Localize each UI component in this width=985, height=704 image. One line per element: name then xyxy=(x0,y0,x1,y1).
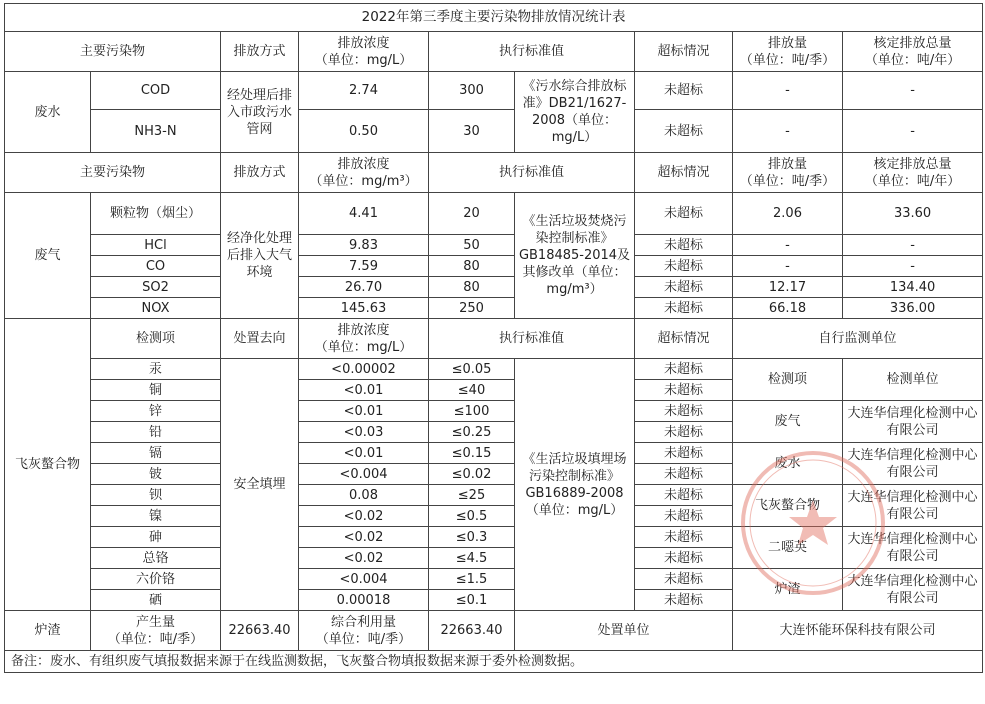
concentration: <0.00002 xyxy=(299,359,429,380)
exceed-status: 未超标 xyxy=(635,443,733,464)
exceed-status: 未超标 xyxy=(635,464,733,485)
limit: 80 xyxy=(429,256,515,277)
limit: ≤25 xyxy=(429,485,515,506)
concentration: <0.004 xyxy=(299,464,429,485)
exceed-status: 未超标 xyxy=(635,422,733,443)
total: - xyxy=(843,72,983,110)
header-disposal: 处置去向 xyxy=(221,319,299,359)
emission: - xyxy=(733,235,843,256)
pollutant-name: 颗粒物（烟尘） xyxy=(91,193,221,235)
header-standard: 执行标准值 xyxy=(429,32,635,72)
wastewater-label: 废水 xyxy=(5,72,91,153)
exceed-status: 未超标 xyxy=(635,485,733,506)
slag-produced-label: 产生量 （单位：吨/季） xyxy=(91,611,221,651)
table-row xyxy=(5,359,983,380)
header-self-monitor: 自行监测单位 xyxy=(733,319,983,359)
limit: ≤0.3 xyxy=(429,527,515,548)
table-row xyxy=(5,443,983,464)
pollutant-name: CO xyxy=(91,256,221,277)
monitor-unit: 大连华信理化检测中心有限公司 xyxy=(843,527,983,569)
fly-ash-label: 飞灰螯合物 xyxy=(5,319,91,611)
header-total: 核定排放总量 （单位：吨/年） xyxy=(843,32,983,72)
item-name: 钡 xyxy=(91,485,221,506)
monitor-item: 二噁英 xyxy=(733,527,843,569)
limit: 300 xyxy=(429,72,515,110)
table-row xyxy=(5,401,983,422)
concentration: 0.08 xyxy=(299,485,429,506)
limit: ≤1.5 xyxy=(429,569,515,590)
fly-ash-disposal: 安全填埋 xyxy=(221,359,299,611)
emission: - xyxy=(733,72,843,110)
item-name: 总铬 xyxy=(91,548,221,569)
table-row xyxy=(5,72,983,110)
header-concentration: 排放浓度 （单位：mg/L） xyxy=(299,319,429,359)
header-method: 排放方式 xyxy=(221,32,299,72)
table-row xyxy=(5,277,983,298)
table-row xyxy=(5,298,983,319)
header-pollutant: 主要污染物 xyxy=(5,153,221,193)
limit: 30 xyxy=(429,110,515,153)
concentration: 145.63 xyxy=(299,298,429,319)
limit: ≤0.02 xyxy=(429,464,515,485)
exceed-status: 未超标 xyxy=(635,359,733,380)
concentration: <0.004 xyxy=(299,569,429,590)
wastewater-method: 经处理后排入市政污水管网 xyxy=(221,72,299,153)
total: - xyxy=(843,110,983,153)
item-name: 汞 xyxy=(91,359,221,380)
limit: ≤0.15 xyxy=(429,443,515,464)
total: 134.40 xyxy=(843,277,983,298)
exceed-status: 未超标 xyxy=(635,590,733,611)
limit: 250 xyxy=(429,298,515,319)
item-name: 镉 xyxy=(91,443,221,464)
item-name: 六价铬 xyxy=(91,569,221,590)
pollutant-name: NH3-N xyxy=(91,110,221,153)
limit: 50 xyxy=(429,235,515,256)
emission: 12.17 xyxy=(733,277,843,298)
waste-gas-standard-doc: 《生活垃圾焚烧污染控制标准》GB18485-2014及其修改单（单位：mg/m³） xyxy=(515,193,635,319)
limit: ≤100 xyxy=(429,401,515,422)
item-name: 锌 xyxy=(91,401,221,422)
waste-gas-label: 废气 xyxy=(5,193,91,319)
item-name: 砷 xyxy=(91,527,221,548)
table-row xyxy=(5,193,983,235)
header-exceed: 超标情况 xyxy=(635,153,733,193)
limit: ≤0.25 xyxy=(429,422,515,443)
slag-used-value: 22663.40 xyxy=(429,611,515,651)
concentration: 2.74 xyxy=(299,72,429,110)
limit: 20 xyxy=(429,193,515,235)
fly-ash-standard-doc: 《生活垃圾填埋场污染控制标准》GB16889-2008（单位：mg/L） xyxy=(515,359,635,611)
monitor-unit: 大连华信理化检测中心有限公司 xyxy=(843,443,983,485)
total: 33.60 xyxy=(843,193,983,235)
slag-used-label: 综合利用量 （单位：吨/季） xyxy=(299,611,429,651)
limit: ≤0.5 xyxy=(429,506,515,527)
total: 336.00 xyxy=(843,298,983,319)
total: - xyxy=(843,235,983,256)
header-emission: 排放量 （单位：吨/季） xyxy=(733,153,843,193)
concentration: 0.00018 xyxy=(299,590,429,611)
header-emission: 排放量 （单位：吨/季） xyxy=(733,32,843,72)
header-concentration: 排放浓度 （单位：mg/m³） xyxy=(299,153,429,193)
header-monitor-item: 检测项 xyxy=(733,359,843,401)
exceed-status: 未超标 xyxy=(635,527,733,548)
item-name: 铅 xyxy=(91,422,221,443)
exceed-status: 未超标 xyxy=(635,548,733,569)
table-row xyxy=(5,527,983,548)
table-row xyxy=(5,569,983,590)
limit: ≤0.05 xyxy=(429,359,515,380)
table-row xyxy=(5,110,983,153)
concentration: 0.50 xyxy=(299,110,429,153)
item-name: 硒 xyxy=(91,590,221,611)
wastewater-standard-doc: 《污水综合排放标准》DB21/1627-2008（单位：mg/L） xyxy=(515,72,635,153)
monitor-unit: 大连华信理化检测中心有限公司 xyxy=(843,569,983,611)
pollutant-name: COD xyxy=(91,72,221,110)
header-pollutant: 主要污染物 xyxy=(5,32,221,72)
exceed-status: 未超标 xyxy=(635,256,733,277)
exceed-status: 未超标 xyxy=(635,193,733,235)
header-exceed: 超标情况 xyxy=(635,319,733,359)
exceed-status: 未超标 xyxy=(635,235,733,256)
slag-disposal-label: 处置单位 xyxy=(515,611,733,651)
item-name: 铍 xyxy=(91,464,221,485)
exceed-status: 未超标 xyxy=(635,298,733,319)
table-row xyxy=(5,611,983,651)
header-total: 核定排放总量 （单位：吨/年） xyxy=(843,153,983,193)
concentration: <0.01 xyxy=(299,401,429,422)
pollutant-name: HCl xyxy=(91,235,221,256)
monitor-item: 废气 xyxy=(733,401,843,443)
header-item: 检测项 xyxy=(91,319,221,359)
slag-label: 炉渣 xyxy=(5,611,91,651)
limit: 80 xyxy=(429,277,515,298)
exceed-status: 未超标 xyxy=(635,569,733,590)
exceed-status: 未超标 xyxy=(635,380,733,401)
concentration: <0.02 xyxy=(299,548,429,569)
pollutant-name: SO2 xyxy=(91,277,221,298)
table-row xyxy=(5,235,983,256)
emission: - xyxy=(733,256,843,277)
waste-gas-method: 经净化处理后排入大气环境 xyxy=(221,193,299,319)
table-note: 备注：废水、有组织废气填报数据来源于在线监测数据，飞灰螯合物填报数据来源于委外检测数据。 xyxy=(5,651,983,673)
monitor-unit: 大连华信理化检测中心有限公司 xyxy=(843,401,983,443)
header-exceed: 超标情况 xyxy=(635,32,733,72)
concentration: <0.01 xyxy=(299,443,429,464)
monitor-item: 炉渣 xyxy=(733,569,843,611)
slag-disposal-unit: 大连怀能环保科技有限公司 xyxy=(733,611,983,651)
exceed-status: 未超标 xyxy=(635,72,733,110)
exceed-status: 未超标 xyxy=(635,401,733,422)
header-standard: 执行标准值 xyxy=(429,319,635,359)
slag-produced-value: 22663.40 xyxy=(221,611,299,651)
limit: ≤4.5 xyxy=(429,548,515,569)
concentration: 7.59 xyxy=(299,256,429,277)
header-monitor-unit: 检测单位 xyxy=(843,359,983,401)
limit: ≤0.1 xyxy=(429,590,515,611)
total: - xyxy=(843,256,983,277)
item-name: 铜 xyxy=(91,380,221,401)
table-row xyxy=(5,256,983,277)
header-method: 排放方式 xyxy=(221,153,299,193)
table-title: 2022年第三季度主要污染物排放情况统计表 xyxy=(5,4,983,32)
pollutant-name: NOX xyxy=(91,298,221,319)
exceed-status: 未超标 xyxy=(635,506,733,527)
item-name: 镍 xyxy=(91,506,221,527)
header-concentration: 排放浓度 （单位：mg/L） xyxy=(299,32,429,72)
concentration: <0.02 xyxy=(299,506,429,527)
monitor-item: 飞灰螯合物 xyxy=(733,485,843,527)
concentration: <0.03 xyxy=(299,422,429,443)
concentration: 26.70 xyxy=(299,277,429,298)
emissions-table xyxy=(4,3,983,673)
concentration: 4.41 xyxy=(299,193,429,235)
limit: ≤40 xyxy=(429,380,515,401)
exceed-status: 未超标 xyxy=(635,277,733,298)
concentration: 9.83 xyxy=(299,235,429,256)
monitor-unit: 大连华信理化检测中心有限公司 xyxy=(843,485,983,527)
concentration: <0.01 xyxy=(299,380,429,401)
exceed-status: 未超标 xyxy=(635,110,733,153)
monitor-item: 废水 xyxy=(733,443,843,485)
emission: - xyxy=(733,110,843,153)
concentration: <0.02 xyxy=(299,527,429,548)
emission: 2.06 xyxy=(733,193,843,235)
emission: 66.18 xyxy=(733,298,843,319)
table-row xyxy=(5,485,983,506)
header-standard: 执行标准值 xyxy=(429,153,635,193)
